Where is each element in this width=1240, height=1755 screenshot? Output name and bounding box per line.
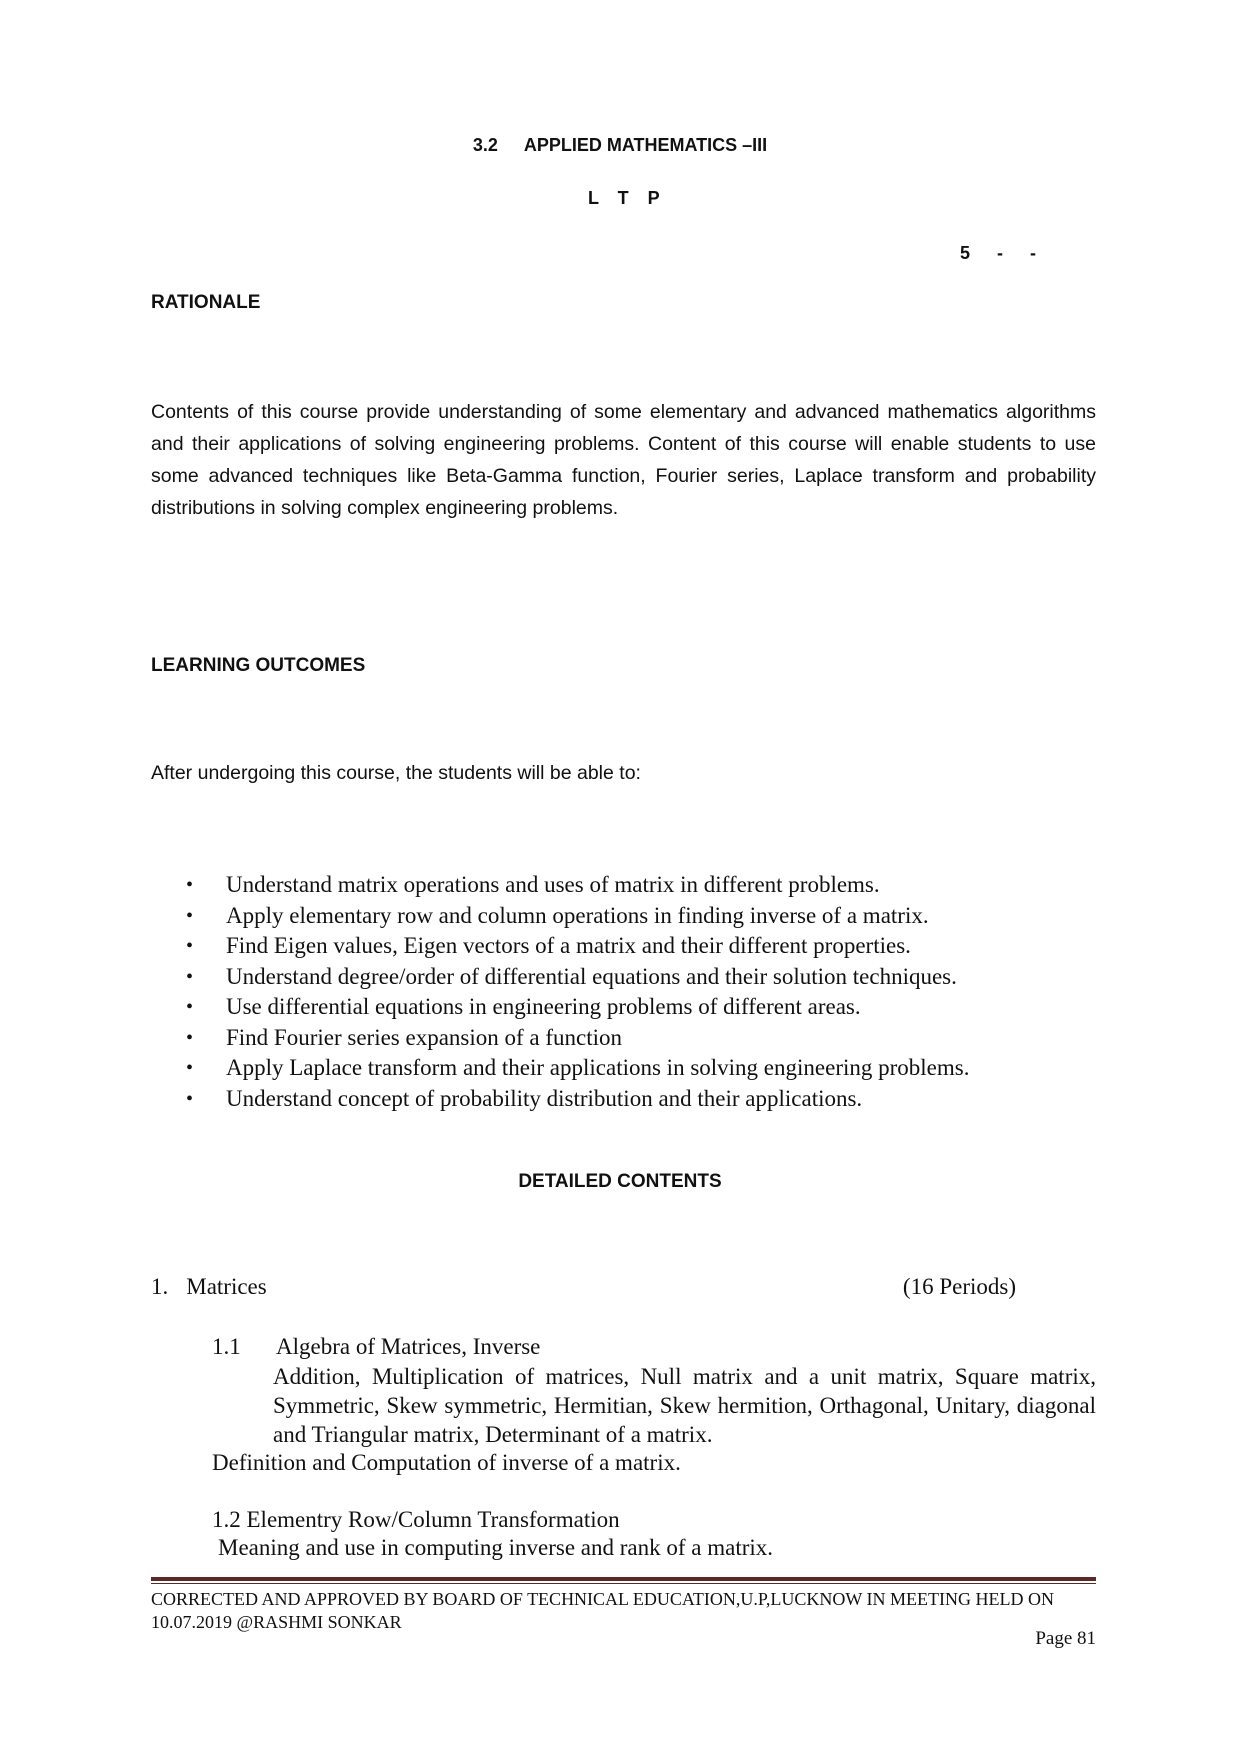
list-item: • Apply Laplace transform and their applications in solving engineering problems. [226, 1053, 1186, 1084]
subsection-title: Algebra of Matrices, Inverse [276, 1334, 541, 1359]
subsection-1-2-body: Meaning and use in computing inverse and rank of a matrix. [218, 1535, 774, 1560]
learning-outcomes-list [151, 870, 1186, 1114]
learning-outcomes-intro: After undergoing this course, the students will be able to: [151, 762, 641, 784]
rationale-text: Contents of this course provide understanding of some elementary and advanced mathematics algorithms and their applications of solving engineering problems. Content of this course will enable students to use some advanced techniques like Beta-Gamma function, Fourier series, Laplace transform and probability distributions in solving complex engineering problems. [151, 401, 1096, 519]
learning-outcomes-heading: LEARNING OUTCOMES [151, 655, 366, 676]
course-number: 3.2 [472, 135, 498, 155]
subsection-1-1-extra: Definition and Computation of inverse of a matrix. [212, 1450, 681, 1475]
detailed-contents-heading: DETAILED CONTENTS [518, 1171, 722, 1192]
unit-title-group [151, 1274, 267, 1300]
course-name: APPLIED MATHEMATICS –III [523, 135, 768, 155]
subsection-1-2-title: 1.2 Elementry Row/Column Transformation [212, 1507, 620, 1532]
list-item: • Find Eigen values, Eigen vectors of a matrix and their different properties. [226, 931, 1186, 962]
list-item: • Apply elementary row and column operations in finding inverse of a matrix. [226, 901, 1186, 932]
list-item: • Use differential equations in engineering problems of different areas. [226, 992, 1186, 1023]
unit-title: Matrices [186, 1274, 267, 1299]
footer-divider-thick [151, 1577, 1096, 1581]
list-item: • Understand matrix operations and uses of matrix in different problems. [226, 870, 1186, 901]
subsection-1-1-title [212, 1334, 540, 1360]
course-title [0, 135, 1240, 156]
unit-row [151, 1274, 1016, 1300]
subsection-number: 1.1 [212, 1334, 241, 1359]
subsection-1-1-body: Addition, Multiplication of matrices, Null matrix and a unit matrix, Square matrix, Symmetric, Skew symmetric, Hermitian, Skew hermition, Orthagonal, Unitary, diagonal and Triangular matrix, Determinant of a matrix. [273, 1364, 1096, 1447]
unit-number: 1. [151, 1274, 169, 1299]
ltp-values: 5 - - [960, 243, 1037, 263]
list-item: • Understand concept of probability distribution and their applications. [226, 1084, 1186, 1115]
footer-divider-thin [151, 1583, 1096, 1584]
list-item: • Understand degree/order of differential equations and their solution techniques. [226, 962, 1186, 993]
ltp-labels: L T P [588, 188, 660, 208]
unit-periods: (16 Periods) [902, 1274, 1016, 1299]
page-number: Page 81 [1035, 1628, 1096, 1649]
footer-text: CORRECTED AND APPROVED BY BOARD OF TECHNICAL EDUCATION,U.P,LUCKNOW IN MEETING HELD ON 10.07.2019 @RASHMI SONKAR [151, 1589, 1055, 1632]
rationale-heading: RATIONALE [151, 292, 261, 313]
list-item: • Find Fourier series expansion of a function [226, 1023, 1186, 1054]
